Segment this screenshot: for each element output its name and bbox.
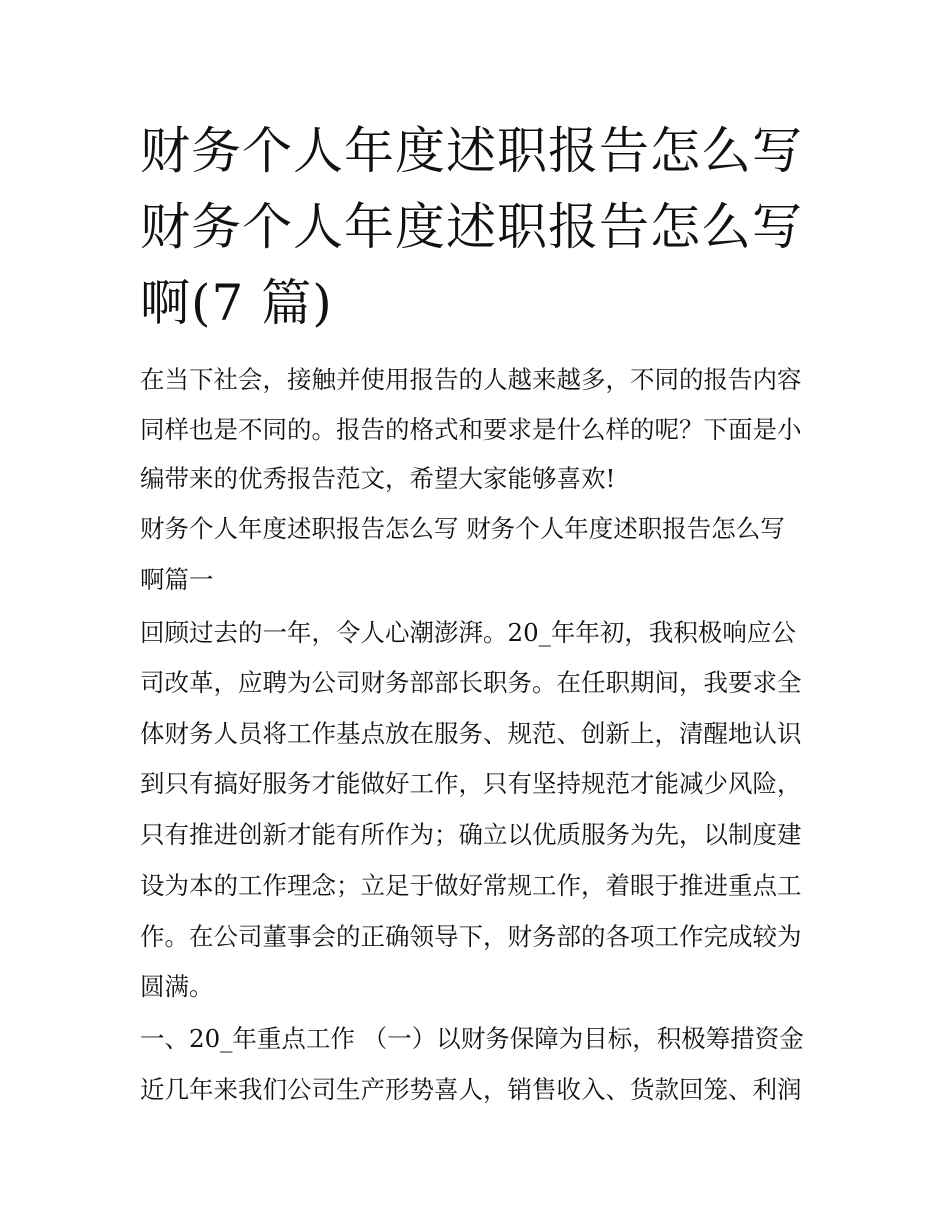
paragraph-line: 体财务人员将工作基点放在服务、规范、创新上，清醒地认识: [140, 719, 802, 748]
section-heading-line: 啊篇一: [140, 565, 214, 594]
paragraph-line: 到只有搞好服务才能做好工作，只有坚持规范才能减少风险，: [140, 769, 802, 798]
title-line: 财务个人年度述职报告怎么写: [140, 122, 803, 180]
section-heading-line: 财务个人年度述职报告怎么写 财务个人年度述职报告怎么写: [140, 514, 785, 543]
paragraph-line: 圆满。: [140, 972, 214, 1001]
paragraph-line: 近几年来我们公司生产形势喜人，销售收入、货款回笼、利润: [140, 1075, 802, 1104]
title-line: 财务个人年度述职报告怎么写: [140, 198, 803, 256]
paragraph-line: 回顾过去的一年，令人心潮澎湃。20_年年初，我积极响应公: [140, 618, 796, 647]
intro-line: 编带来的优秀报告范文，希望大家能够喜欢!: [140, 464, 616, 493]
paragraph-line: 只有推进创新才能有所作为；确立以优质服务为先，以制度建: [140, 820, 802, 849]
title-line: 啊(7 篇): [140, 274, 333, 332]
intro-line: 同样也是不同的。报告的格式和要求是什么样的呢？下面是小: [140, 415, 802, 444]
paragraph-line: 作。在公司董事会的正确领导下，财务部的各项工作完成较为: [140, 922, 802, 951]
intro-line: 在当下社会，接触并使用报告的人越来越多，不同的报告内容: [140, 365, 802, 394]
document-title: [140, 113, 820, 341]
paragraph-line: 设为本的工作理念；立足于做好常规工作，着眼于推进重点工: [140, 871, 802, 900]
paragraph-line: 司改革，应聘为公司财务部部长职务。在任职期间，我要求全: [140, 668, 802, 697]
paragraph-line: 一、20_年重点工作 （一）以财务保障为目标，积极筹措资金: [140, 1024, 804, 1053]
